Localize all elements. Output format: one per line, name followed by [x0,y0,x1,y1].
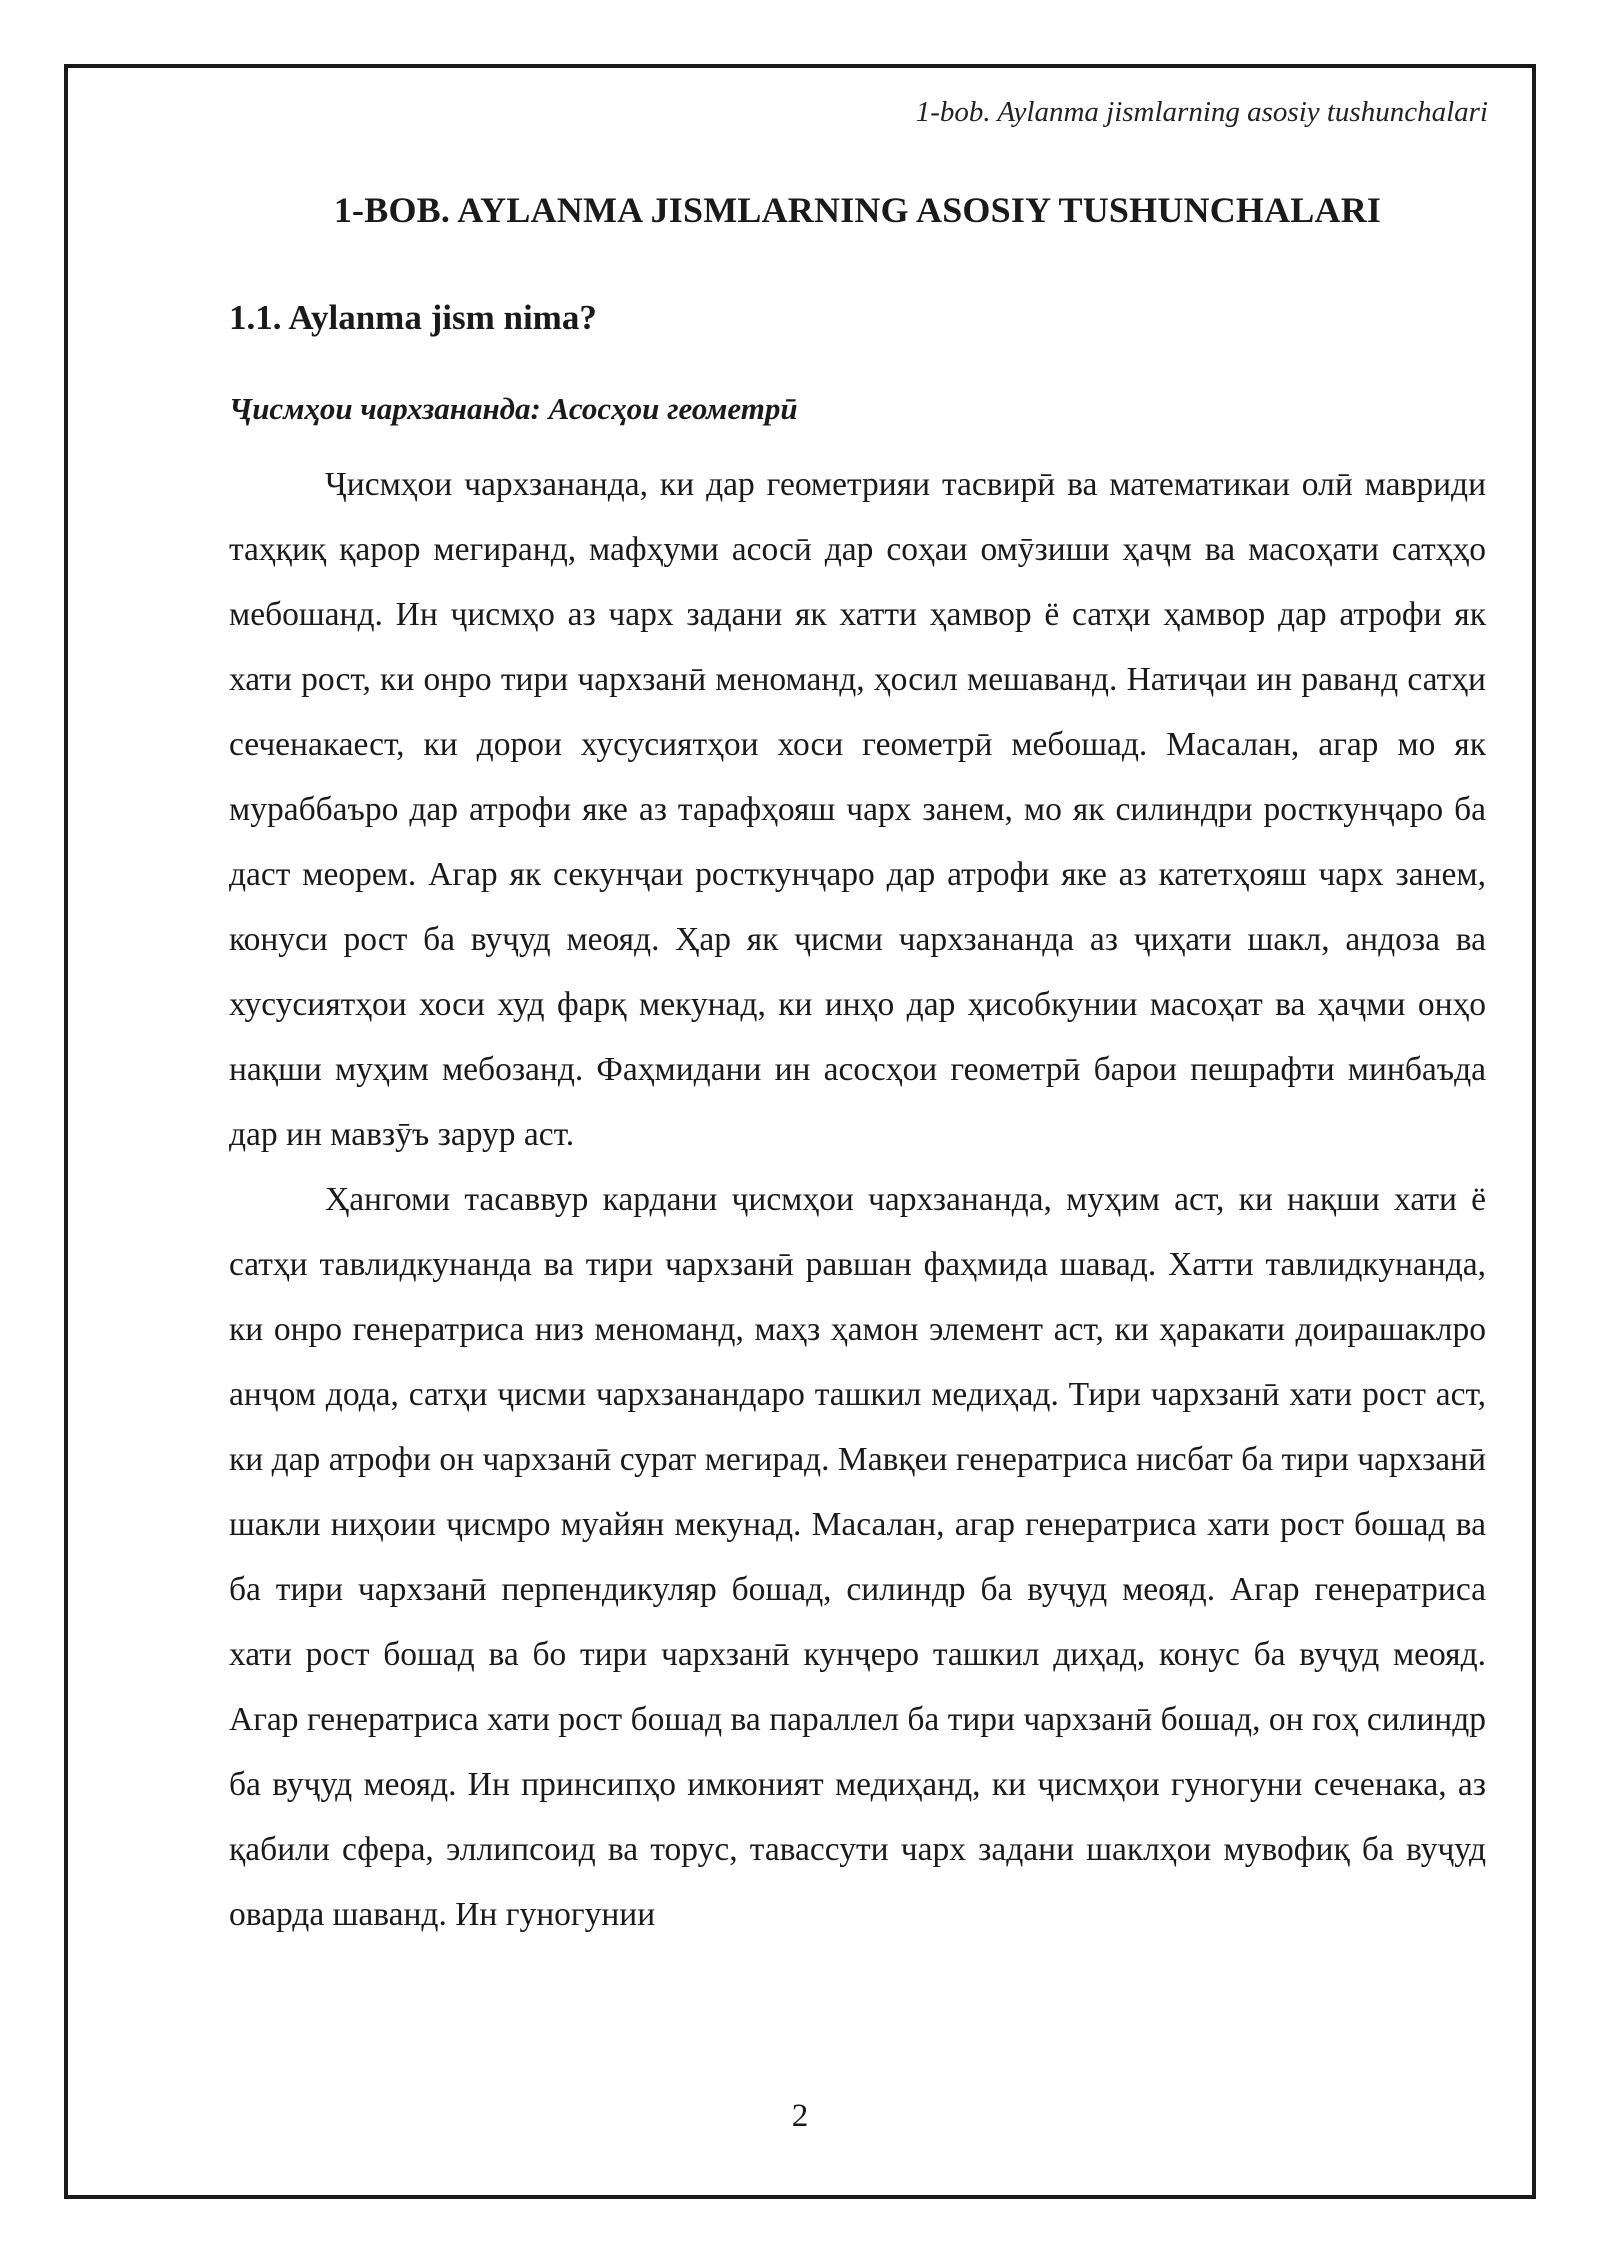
running-header: 1-bob. Aylanma jismlarning asosiy tushunchalari [915,96,1488,128]
section-title: 1.1. Aylanma jism nima? [229,298,597,337]
paragraph: Ҷисмҳои чархзананда, ки дар геометрияи тасвирӣ ва математикаи олӣ мавриди таҳқиқ қарор мегиранд, мафҳуми асосӣ дар соҳаи омӯзиши ҳаҷм ва масоҳати сатҳҳо мебошанд. Ин ҷисмҳо аз чарх задани як хатти ҳамвор ё сатҳи ҳамвор дар атрофи як хати рост, ки онро тири чархзанӣ меноманд, ҳосил мешаванд. Натиҷаи ин раванд сатҳи сеченакаест, ки дорои хусусиятҳои хоси геометрӣ мебошад. Масалан, агар мо як мураббаъро дар атрофи яке аз тарафҳояш чарх занем, мо як силиндри росткунҷаро ба даст меорем. Агар як секунҷаи росткунҷаро дар атрофи яке аз катетҳояш чарх занем, конуси рост ба вуҷуд меояд. Ҳар як ҷисми чархзананда аз ҷиҳати шакл, андоза ва хусусиятҳои хоси худ фарқ мекунад, ки инҳо дар ҳисобкунии масоҳат ва ҳаҷми онҳо нақши муҳим мебозанд. Фаҳмидани ин асосҳои геометрӣ барои пешрафти минбаъда дар ин мавзӯъ зарур аст. [229,466,1486,1153]
page-number: 2 [791,2098,809,2134]
paragraph: Ҳангоми тасаввур кардани ҷисмҳои чархзананда, муҳим аст, ки нақши хати ё сатҳи тавлидкунанда ва тири чархзанӣ равшан фаҳмида шавад. Хатти тавлидкунанда, ки онро генератриса низ меноманд, маҳз ҳамон элемент аст, ки ҳаракати доирашаклро анҷом дода, сатҳи ҷисми чархзанандаро ташкил медиҳад. Тири чархзанӣ хати рост аст, ки дар атрофи он чархзанӣ сурат мегирад. Мавқеи генератриса нисбат ба тири чархзанӣ шакли ниҳоии ҷисмро муайян мекунад. Масалан, агар генератриса хати рост бошад ва ба тири чархзанӣ перпендикуляр бошад, силиндр ба вуҷуд меояд. Агар генератриса хати рост бошад ва бо тири чархзанӣ кунҷеро ташкил диҳад, конус ба вуҷуд меояд. Агар генератриса хати рост бошад ва параллел ба тири чархзанӣ бошад, он гоҳ силиндр ба вуҷуд меояд. Ин принсипҳо имконият медиҳанд, ки ҷисмҳои гуногуни сеченака, аз қабили сфера, эллипсоид ва торус, тавассути чарх задани шаклҳои мувофиқ ба вуҷуд оварда шаванд. Ин гуногунии [229,1181,1486,1933]
subsection-title: Ҷисмҳои чархзананда: Асосҳои геометрӣ [229,391,798,426]
chapter-title: 1-BOB. AYLANMA JISMLARNING ASOSIY TUSHUNCHALARI [333,190,1382,230]
body-text [229,452,1486,1947]
